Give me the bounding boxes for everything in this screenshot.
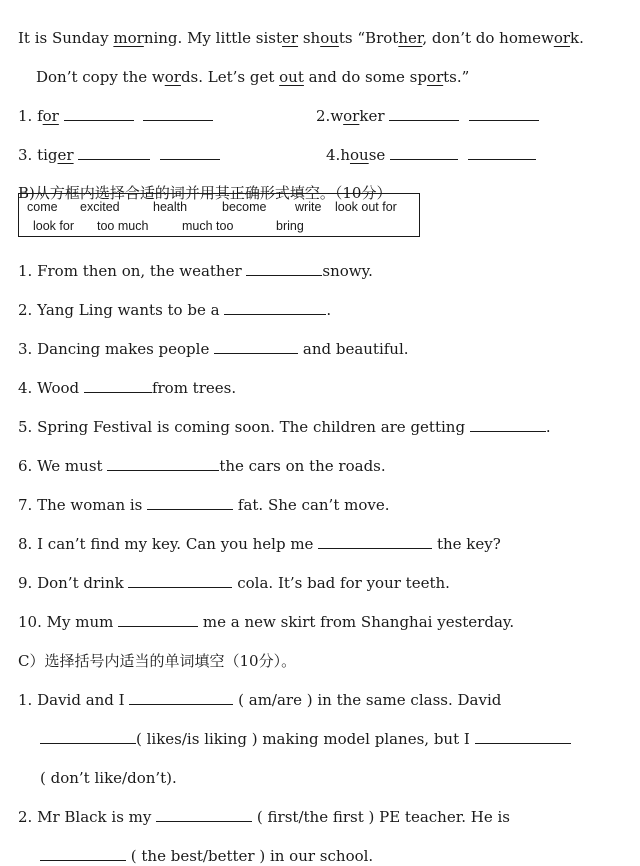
text: se bbox=[368, 146, 386, 164]
answer-blank[interactable] bbox=[128, 573, 232, 588]
text: Spring Festival is coming soon. The children are getting bbox=[37, 418, 470, 436]
underlined-letters: or bbox=[426, 68, 444, 86]
item-number: 8. bbox=[18, 535, 33, 553]
text: from trees. bbox=[151, 379, 237, 397]
answer-blank[interactable] bbox=[147, 495, 233, 510]
score-text: （10分） bbox=[334, 184, 392, 202]
text: fat. She can’t move. bbox=[233, 496, 390, 514]
item-number: 2. bbox=[18, 301, 33, 319]
item-number: 3. bbox=[18, 146, 33, 164]
underlined-letters: er bbox=[57, 146, 74, 164]
text: me a new skirt from Shanghai yesterday. bbox=[198, 613, 515, 631]
text: Don’t drink bbox=[37, 574, 129, 592]
answer-blank[interactable] bbox=[246, 261, 322, 276]
answer-blank[interactable] bbox=[129, 690, 233, 705]
answer-blank[interactable] bbox=[40, 846, 126, 861]
text: ( the best/better ) in our school. bbox=[126, 847, 374, 865]
text: the key? bbox=[432, 535, 501, 553]
text: cola. It’s bad for your teeth. bbox=[232, 574, 450, 592]
text: ts “Brot bbox=[338, 29, 399, 47]
text: David and I bbox=[37, 691, 130, 709]
answer-blank[interactable] bbox=[470, 417, 546, 432]
c-q1-line-1 bbox=[18, 670, 501, 710]
underlined-letters: or bbox=[42, 107, 59, 125]
text: , don’t do homew bbox=[422, 29, 554, 47]
answer-blank[interactable] bbox=[389, 106, 459, 121]
pron-item-1 bbox=[18, 86, 213, 126]
b-item-3 bbox=[18, 319, 409, 359]
text: h bbox=[340, 146, 350, 164]
c-q1-line-2 bbox=[40, 709, 571, 749]
item-number: 4. bbox=[326, 146, 341, 164]
word-box bbox=[18, 193, 420, 237]
underlined-letters: ou bbox=[320, 29, 339, 47]
b-item-9 bbox=[18, 553, 450, 593]
text: Yang Ling wants to be a bbox=[37, 301, 225, 319]
text: Dancing makes people bbox=[37, 340, 215, 358]
underlined-letters: er bbox=[281, 29, 299, 47]
item-number: 2. bbox=[316, 107, 331, 125]
pron-item-4 bbox=[326, 125, 536, 165]
word-option: come bbox=[27, 200, 58, 214]
answer-blank[interactable] bbox=[468, 145, 536, 160]
underlined-letters: or bbox=[164, 68, 181, 86]
text: ( don’t like/don’t). bbox=[40, 769, 177, 787]
underlined-letters: mor bbox=[113, 29, 144, 47]
answer-blank[interactable] bbox=[84, 378, 152, 393]
b-item-2 bbox=[18, 280, 331, 320]
word-option: become bbox=[222, 200, 267, 214]
answer-blank[interactable] bbox=[160, 145, 220, 160]
text: . bbox=[326, 301, 332, 319]
c-q2-line-1 bbox=[18, 787, 510, 827]
answer-blank[interactable] bbox=[107, 456, 219, 471]
item-number: 1. bbox=[18, 107, 33, 125]
underlined-letters: ou bbox=[349, 146, 369, 164]
word-option: excited bbox=[80, 200, 120, 214]
text: f bbox=[37, 107, 43, 125]
text: tig bbox=[37, 146, 58, 164]
item-number: 1. bbox=[18, 262, 33, 280]
word-option: write bbox=[295, 200, 322, 214]
text: ning. My little sist bbox=[143, 29, 282, 47]
text: sh bbox=[298, 29, 321, 47]
word-option: look out for bbox=[335, 200, 397, 214]
text: k. bbox=[570, 29, 584, 47]
answer-blank[interactable] bbox=[64, 106, 134, 121]
b-item-5 bbox=[18, 397, 551, 437]
word-option: much too bbox=[182, 219, 234, 233]
b-item-4 bbox=[18, 358, 236, 398]
b-item-10 bbox=[18, 592, 514, 632]
answer-blank[interactable] bbox=[224, 300, 326, 315]
text: ( likes/is liking ) making model planes, but I bbox=[136, 730, 475, 748]
b-item-1 bbox=[18, 241, 373, 281]
text: Wood bbox=[37, 379, 84, 397]
underlined-letters: her bbox=[398, 29, 423, 47]
text: and beautiful. bbox=[298, 340, 409, 358]
item-number: 10. bbox=[18, 613, 42, 631]
answer-blank[interactable] bbox=[40, 729, 136, 744]
underlined-letters: or bbox=[343, 107, 360, 125]
b-item-8 bbox=[18, 514, 501, 554]
answer-blank[interactable] bbox=[390, 145, 458, 160]
text: Don’t copy the w bbox=[36, 68, 165, 86]
heading-text: C）选择括号内适当的单词填空（10分）。 bbox=[18, 652, 297, 670]
word-option: too much bbox=[97, 219, 149, 233]
text: From then on, the weather bbox=[37, 262, 247, 280]
answer-blank[interactable] bbox=[214, 339, 298, 354]
underlined-letters: or bbox=[553, 29, 571, 47]
intro-line-1 bbox=[18, 8, 584, 48]
text: . bbox=[545, 418, 551, 436]
text: ( am/are ) in the same class. David bbox=[233, 691, 502, 709]
text: ( first/the first ) PE teacher. He is bbox=[252, 808, 510, 826]
text: ds. Let’s get bbox=[180, 68, 280, 86]
b-item-7 bbox=[18, 475, 390, 515]
text: snowy. bbox=[322, 262, 373, 280]
text: We must bbox=[37, 457, 108, 475]
underlined-letters: out bbox=[279, 68, 304, 86]
item-number: 6. bbox=[18, 457, 33, 475]
item-number: 4. bbox=[18, 379, 33, 397]
text: It is Sunday bbox=[18, 29, 114, 47]
section-c-heading bbox=[18, 631, 296, 671]
text: The woman is bbox=[37, 496, 148, 514]
item-number: 1. bbox=[18, 691, 33, 709]
item-number: 3. bbox=[18, 340, 33, 358]
word-option: look for bbox=[33, 219, 74, 233]
answer-blank[interactable] bbox=[475, 729, 571, 744]
text: Mr Black is my bbox=[37, 808, 157, 826]
answer-blank[interactable] bbox=[318, 534, 432, 549]
heading-text: B)从方框内选择合适的词并用其正确形式填空。 bbox=[18, 184, 335, 202]
text: the cars on the roads. bbox=[219, 457, 386, 475]
answer-blank[interactable] bbox=[469, 106, 539, 121]
item-number: 9. bbox=[18, 574, 33, 592]
c-q2-line-2 bbox=[40, 826, 373, 866]
answer-blank[interactable] bbox=[78, 145, 150, 160]
intro-line-2 bbox=[36, 47, 469, 87]
answer-blank[interactable] bbox=[118, 612, 198, 627]
c-q1-line-3 bbox=[40, 748, 177, 788]
word-option: health bbox=[153, 200, 188, 214]
text: I can’t find my key. Can you help me bbox=[37, 535, 319, 553]
text: w bbox=[330, 107, 344, 125]
text: ts.” bbox=[443, 68, 470, 86]
item-number: 2. bbox=[18, 808, 33, 826]
answer-blank[interactable] bbox=[143, 106, 213, 121]
text: ker bbox=[359, 107, 385, 125]
answer-blank[interactable] bbox=[156, 807, 252, 822]
pron-item-3 bbox=[18, 125, 220, 165]
item-number: 5. bbox=[18, 418, 33, 436]
text: My mum bbox=[46, 613, 119, 631]
b-item-6 bbox=[18, 436, 386, 476]
word-option: bring bbox=[276, 219, 304, 233]
pron-item-2 bbox=[316, 86, 539, 126]
item-number: 7. bbox=[18, 496, 33, 514]
text: and do some sp bbox=[303, 68, 427, 86]
